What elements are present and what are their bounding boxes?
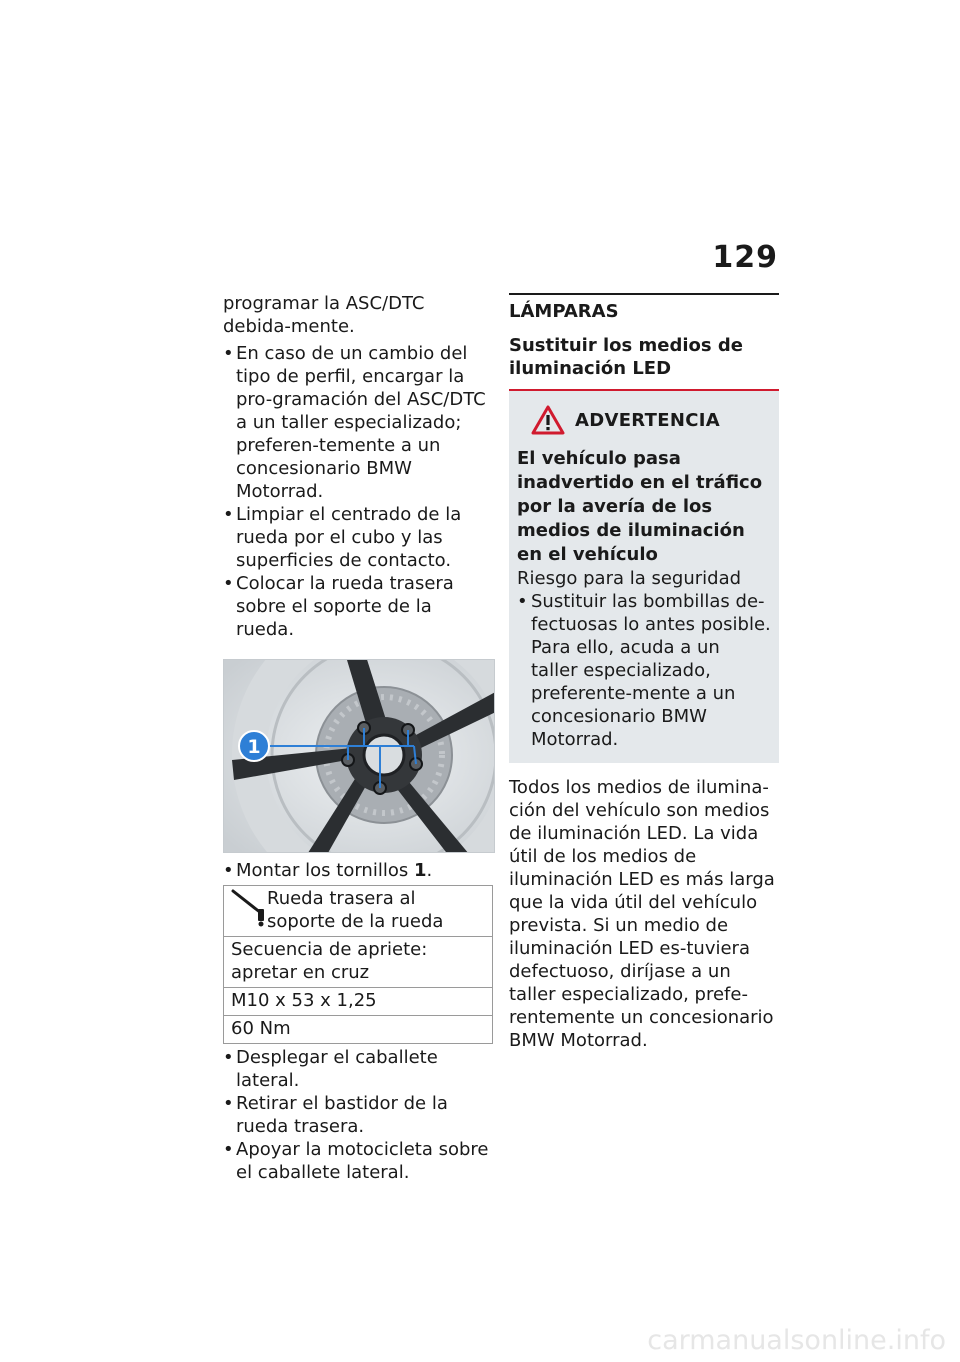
reference-number: 1 — [413, 860, 427, 881]
list-item: • Desplegar el caballete lateral. — [223, 1046, 493, 1092]
warning-box — [509, 391, 779, 763]
bullet-list-top — [223, 342, 493, 641]
bullet-list-bottom — [223, 1046, 493, 1184]
torque-table — [223, 885, 493, 1044]
warning-triangle-icon — [531, 405, 565, 435]
warning-header — [531, 405, 771, 435]
right-column — [509, 293, 779, 1052]
list-item: • Apoyar la motocicleta sobre el caballete lateral. — [223, 1138, 493, 1184]
list-item: • Retirar el bastidor de la rueda trasera. — [223, 1092, 493, 1138]
body-paragraph: Todos los medios de ilumina-ción del vehículo son medios de iluminación LED. La vida útil de los medios de iluminación LED es más larga que la vida útil del vehículo prevista. Si un medio de iluminación LED es-tuviera defectuoso, diríjase a un taller especializado, prefe-rentemente un concesionario BMW Motorrad. — [509, 777, 775, 1051]
callout-number: 1 — [247, 736, 261, 758]
page-number: 129 — [712, 240, 778, 275]
warning-list — [517, 590, 771, 751]
left-column — [223, 292, 493, 1184]
subsection-title: Sustituir los medios de iluminación LED — [509, 335, 743, 379]
watermark: carmanualsonline.info — [647, 1325, 946, 1356]
warning-risk: Riesgo para la seguridad — [517, 568, 742, 589]
torque-title: Rueda trasera al soporte de la rueda — [267, 888, 444, 932]
wheel-figure — [223, 659, 495, 853]
list-item: • En caso de un cambio del tipo de perfil, encargar la pro-gramación del ASC/DTC a un taller especializado; preferen-temente a un concesionario BMW Motorrad. — [223, 342, 493, 503]
section-title: LÁMPARAS — [509, 301, 619, 322]
warning-label: ADVERTENCIA — [575, 409, 720, 431]
mount-bullet — [223, 859, 493, 882]
warning-headline: El vehículo pasa inadvertido en el tráfico por la avería de los medios de iluminación en el vehículo — [517, 448, 763, 565]
rear-wheel-illustration — [224, 660, 494, 852]
torque-value-cell: 60 Nm — [224, 1016, 493, 1044]
list-item: • Montar los tornillos 1. — [223, 859, 493, 882]
list-item: • Sustituir las bombillas de-fectuosas lo antes posible. Para ello, acuda a un taller especializado, preferente-mente a un concesionario BMW Motorrad. — [517, 590, 771, 751]
sequence-cell: Secuencia de apriete: apretar en cruz — [224, 937, 493, 988]
torque-wrench-icon — [231, 887, 267, 927]
thread-cell: M10 x 53 x 1,25 — [224, 988, 493, 1016]
intro-text: programar la ASC/DTC debida-mente. — [223, 293, 425, 337]
list-item: • Limpiar el centrado de la rueda por el cubo y las superficies de contacto. — [223, 503, 493, 572]
section-divider — [509, 293, 779, 295]
torque-title-cell — [224, 886, 493, 937]
list-item: • Colocar la rueda trasera sobre el soporte de la rueda. — [223, 572, 493, 641]
